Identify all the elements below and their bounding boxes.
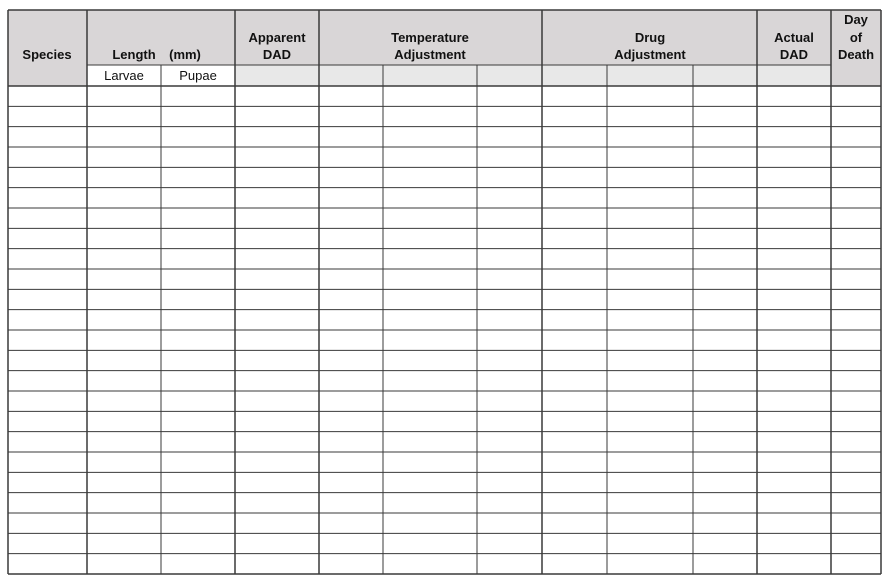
temperature-adjustment-header-line2: Adjustment bbox=[394, 47, 466, 62]
drug-adjustment-header-line1: Drug bbox=[634, 30, 666, 45]
day-of-death-header-line1: Day bbox=[844, 12, 868, 27]
pupae-subheader: Pupae bbox=[179, 68, 217, 83]
apparent-dad-header-line1: Apparent bbox=[248, 30, 306, 45]
day-of-death-header-line3: Death bbox=[837, 47, 875, 62]
larvae-subheader: Larvae bbox=[104, 68, 144, 83]
length-unit-header: (mm) bbox=[169, 47, 201, 62]
subheader-band bbox=[235, 65, 831, 86]
drug-adjustment-header-line2: Adjustment bbox=[614, 47, 686, 62]
actual-dad-header-line2: DAD bbox=[779, 47, 809, 62]
actual-dad-header-line1: Actual bbox=[774, 30, 814, 45]
table-grid bbox=[8, 10, 881, 574]
species-header: Species bbox=[22, 47, 72, 62]
day-of-death-header-line2: of bbox=[849, 30, 863, 45]
length-header: Length bbox=[112, 47, 156, 62]
temperature-adjustment-header-line1: Temperature bbox=[391, 30, 469, 45]
apparent-dad-header-line2: DAD bbox=[262, 47, 292, 62]
